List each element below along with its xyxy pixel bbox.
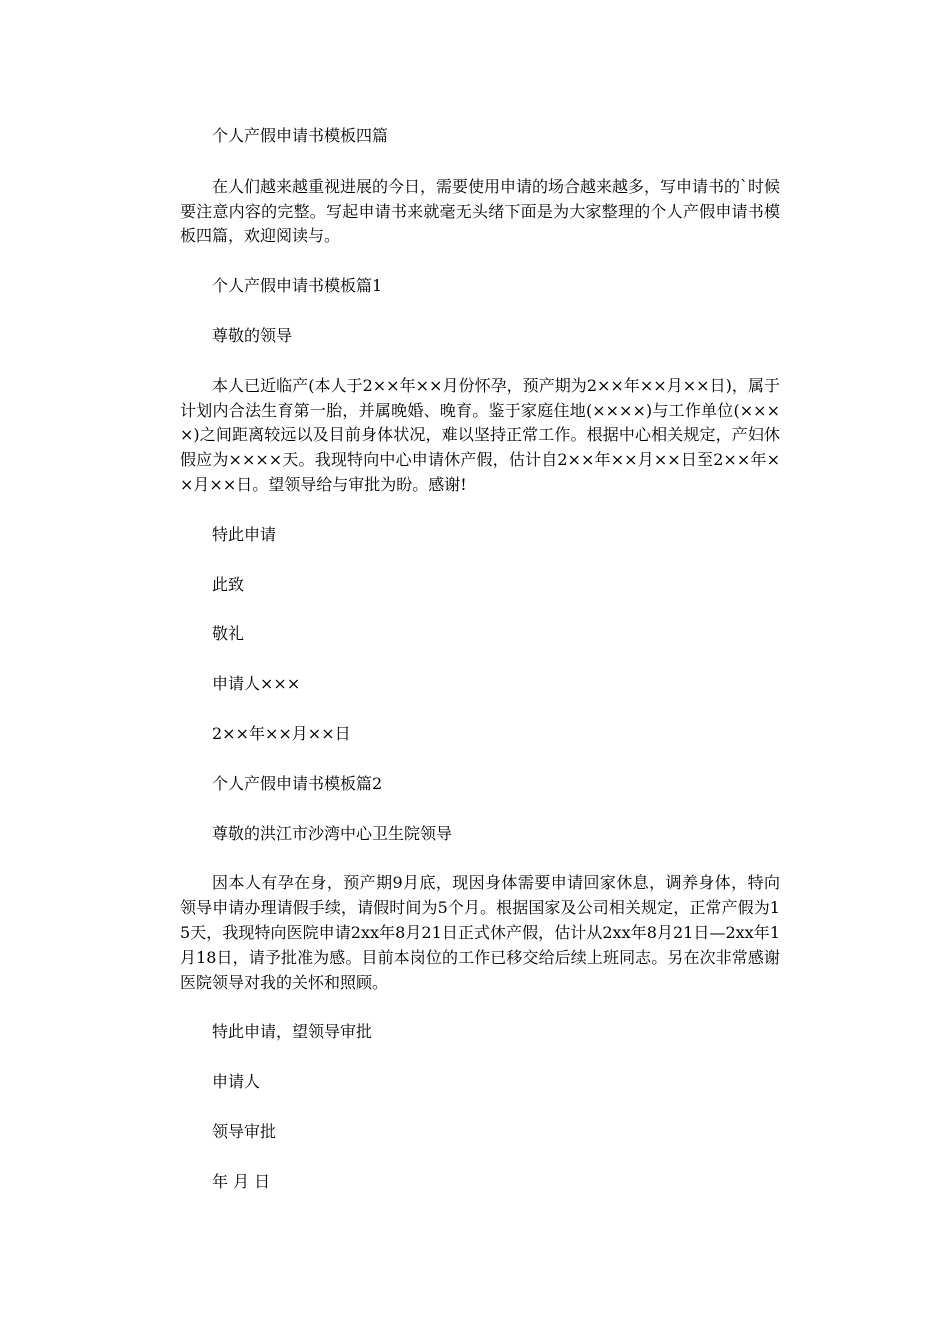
body-paragraph-1: 本人已近临产(本人于2××年××月份怀孕，预产期为2××年××月××日)，属于计划内合法生育第一胎，并属晚婚、晚育。鉴于家庭住地(××××)与工作单位(××××)之间距离较远以及目前身体状况，难以坚持正常工作。根据中心相关规定，产妇休假应为××××天。我现特向中心申请休产假，估计自2××年××月××日至2××年××月××日。望领导给与审批为盼。感谢! <box>180 375 780 494</box>
closing-jingli: 敬礼 <box>212 624 245 644</box>
document-title: 个人产假申请书模板四篇 <box>212 126 389 145</box>
intro-paragraph: 在人们越来越重视进展的今日，需要使用申请的场合越来越多，写申请书的`时候要注意内容的完整。写起申请书来就毫无头绪下面是为大家整理的个人产假申请书模板四篇，欢迎阅读与。 <box>180 176 781 246</box>
closing-request-2: 特此申请，望领导审批 <box>212 1022 373 1042</box>
closing-zhici: 此致 <box>212 574 245 594</box>
closing-request-1: 特此申请 <box>212 524 277 544</box>
body-paragraph-2: 因本人有孕在身，预产期9月底，现因身体需要申请回家休息，调养身体，特向领导申请办理请假手续，请假时间为5个月。根据国家及公司相关规定，正常产假为15天，我现特向医院申请2xx年8月21日正式休产假，估计从2xx年8月21日—2xx年1月18日，请予批准为感。目前本岗位的工作已移交给后续上班同志。另在次非常感谢医院领导对我的关怀和照顾。 <box>180 873 780 992</box>
section-heading-1: 个人产假申请书模板篇1 <box>212 276 383 296</box>
signature-date-2: 年 月 日 <box>212 1171 271 1191</box>
section-heading-2: 个人产假申请书模板篇2 <box>212 773 383 793</box>
document-body <box>180 124 780 1220</box>
signature-applicant-2: 申请人 <box>212 1072 261 1092</box>
signature-applicant-1: 申请人××× <box>212 674 301 694</box>
signature-date-1: 2××年××月××日 <box>212 723 351 743</box>
leader-approval: 领导审批 <box>212 1121 277 1141</box>
salutation-2: 尊敬的洪江市沙湾中心卫生院领导 <box>212 823 453 843</box>
salutation-1: 尊敬的领导 <box>212 325 293 345</box>
